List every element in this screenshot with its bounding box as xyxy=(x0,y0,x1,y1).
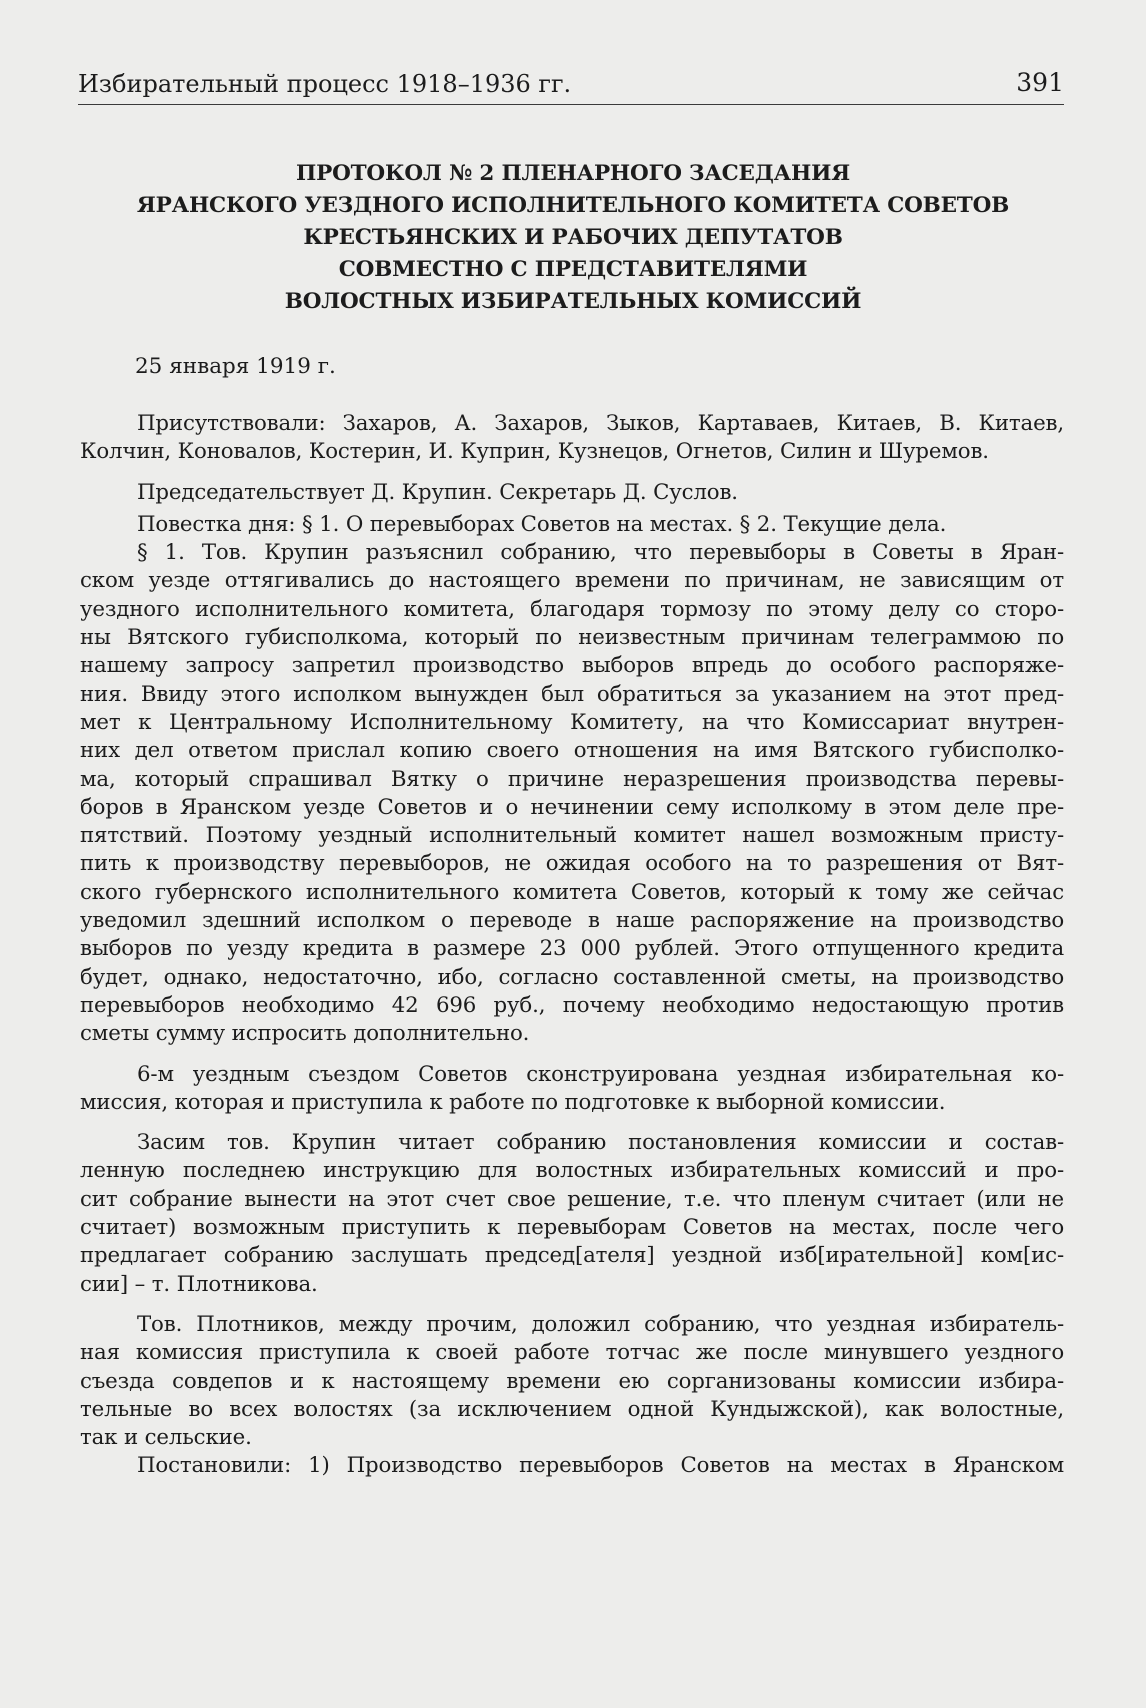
text-line: Засим тов. Крупин читает собранию постановления комиссии и состав- xyxy=(137,1130,1064,1156)
text-line: будет, однако, недостаточно, ибо, согласно составленной сметы, на производство xyxy=(80,964,1064,990)
text-line: нашему запросу запретил производство выборов впредь до особого распоряже- xyxy=(80,653,1064,679)
text-line: мет к Центральному Исполнительному Комитету, на что Комиссариат внутрен- xyxy=(80,709,1064,735)
text-line: Колчин, Коновалов, Костерин, И. Куприн, Кузнецов, Огнетов, Силин и Шуремов. xyxy=(80,439,989,465)
text-line: сии] – т. Плотникова. xyxy=(80,1271,318,1297)
running-header xyxy=(78,64,1064,104)
text-line: выборов по уезду кредита в размере 23 000 рублей. Этого отпущенного кредита xyxy=(80,936,1064,962)
document-date: 25 января 1919 г. xyxy=(135,354,336,379)
text-line: тельные во всех волостях (за исключением одной Кундыжской), как волостные, xyxy=(80,1396,1064,1422)
text-line: ная комиссия приступила к своей работе тотчас же после минувшего уездного xyxy=(80,1340,1064,1366)
text-line: Постановили: 1) Производство перевыборов Советов на местах в Яранском xyxy=(137,1453,1064,1479)
text-line: пить к производству перевыборов, не ожидая особого на то разрешения от Вят- xyxy=(80,851,1064,877)
text-line: сит собрание вынести на этот счет свое решение, т.е. что пленум считает (или не xyxy=(80,1186,1064,1212)
title-line: СОВМЕСТНО С ПРЕДСТАВИТЕЛЯМИ xyxy=(338,257,808,282)
text-line: них дел ответом прислал копию своего отношения на имя Вятского губисполко- xyxy=(80,738,1064,764)
document-body xyxy=(80,410,1064,1481)
text-line: перевыборов необходимо 42 696 руб., почему необходимо недостающую против xyxy=(80,992,1064,1018)
text-line: 6-м уездным съездом Советов сконструирована уездная избирательная ко- xyxy=(137,1061,1064,1087)
text-line: ском уезде оттягивались до настоящего времени по причинам, не зависящим от xyxy=(80,568,1064,594)
text-line: § 1. Тов. Крупин разъяснил собранию, что перевыборы в Советы в Яран- xyxy=(137,540,1064,566)
text-line: ленную последнею инструкцию для волостных избирательных комиссий и про- xyxy=(80,1158,1064,1184)
text-line: ма, который спрашивал Вятку о причине неразрешения производства перевы- xyxy=(80,766,1064,792)
text-line: Тов. Плотников, между прочим, доложил собранию, что уездная избиратель- xyxy=(137,1311,1064,1337)
paragraph-4 xyxy=(80,1311,1064,1452)
document-title xyxy=(100,158,1046,318)
text-line: миссия, которая и приступила к работе по подготовке к выборной комиссии. xyxy=(80,1089,946,1115)
text-line: уездного исполнительного комитета, благодаря тормозу по этому делу со сторо- xyxy=(80,596,1064,622)
text-line: Повестка дня: § 1. О перевыборах Советов на местах. § 2. Текущие дела. xyxy=(137,511,947,537)
title-line: ВОЛОСТНЫХ ИЗБИРАТЕЛЬНЫХ КОМИССИЙ xyxy=(284,289,862,314)
text-line: сметы сумму испросить дополнительно. xyxy=(80,1021,530,1047)
text-line: Присутствовали: Захаров, А. Захаров, Зыков, Картаваев, Китаев, В. Китаев, xyxy=(137,411,1064,436)
paragraph-1 xyxy=(80,539,1064,1048)
attendees xyxy=(80,410,1064,467)
resolution xyxy=(80,1452,1064,1480)
text-line: предлагает собранию заслушать председ[ателя] уездной изб[ирательной] ком[ис- xyxy=(80,1243,1064,1269)
text-line: боров в Яранском уезде Советов и о нечинении сему исполкому в этом деле пре- xyxy=(80,794,1064,820)
text-line: пятствий. Поэтому уездный исполнительный комитет нашел возможным присту- xyxy=(80,823,1064,849)
running-header-title: Избирательный процесс 1918–1936 гг. xyxy=(78,70,572,98)
text-line: так и сельские. xyxy=(80,1425,252,1451)
text-line: считает) возможным приступить к перевыборам Советов на местах, после чего xyxy=(80,1215,1064,1241)
text-line: ны Вятского губисполкома, который по неизвестным причинам телеграммою по xyxy=(80,625,1064,651)
text-line: съезда совдепов и к настоящему времени ею сорганизованы комиссии избира- xyxy=(80,1368,1064,1394)
paragraph-2 xyxy=(80,1061,1064,1118)
chair xyxy=(80,479,1064,507)
header-divider xyxy=(78,104,1064,105)
title-line: ЯРАНСКОГО УЕЗДНОГО ИСПОЛНИТЕЛЬНОГО КОМИТЕТА СОВЕТОВ xyxy=(136,193,1010,218)
text-line: уведомил здешний исполком о переводе в наше распоряжение на производство xyxy=(80,908,1064,934)
text-line: ского губернского исполнительного комитета Советов, который к тому же сейчас xyxy=(80,879,1064,905)
paragraph-3 xyxy=(80,1129,1064,1299)
title-line: КРЕСТЬЯНСКИХ И РАБОЧИХ ДЕПУТАТОВ xyxy=(303,225,843,250)
text-line: Председательствует Д. Крупин. Секретарь Д. Суслов. xyxy=(137,479,738,505)
text-line: ния. Ввиду этого исполком вынужден был обратиться за указанием на этот пред- xyxy=(80,681,1064,707)
title-line: ПРОТОКОЛ № 2 ПЛЕНАРНОГО ЗАСЕДАНИЯ xyxy=(296,161,850,186)
page-number: 391 xyxy=(1016,68,1064,97)
agenda xyxy=(80,511,1064,539)
